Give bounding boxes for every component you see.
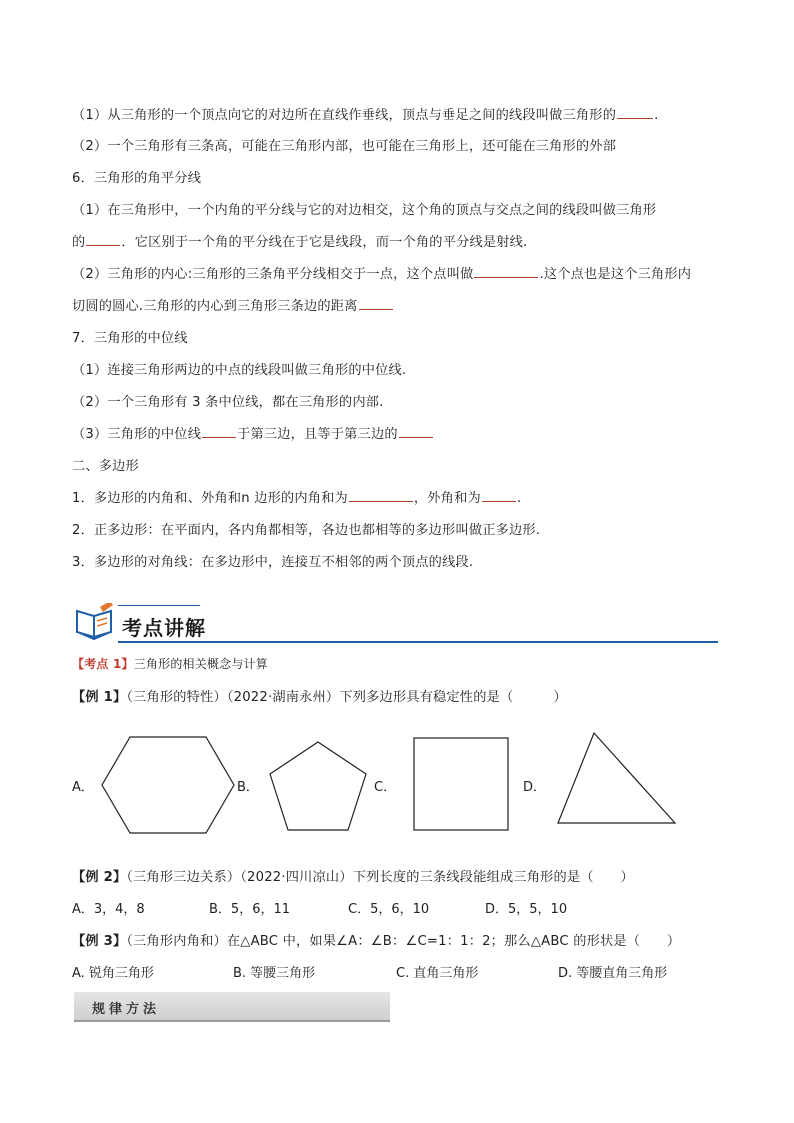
example-2-question: 【例 2】（三角形三边关系）（2022·四川凉山）下列长度的三条线段能组成三角形的是（ ） <box>72 870 634 885</box>
text-line: 3．多边形的对角线：在多边形中，连接互不相邻的两个顶点的线段. <box>72 555 474 570</box>
banner-title: 考点讲解 <box>122 616 206 640</box>
option-d-label[interactable]: D． <box>523 780 547 795</box>
answer-blank[interactable] <box>202 425 236 438</box>
text-line: 切圆的圆心.三角形的内心到三角形三条边的距离 <box>72 295 394 314</box>
answer-blank[interactable] <box>482 489 516 502</box>
text-line: （2）一个三角形有三条高，可能在三角形内部，也可能在三角形上，还可能在三角形的外部 <box>72 139 617 154</box>
option-d[interactable]: D．5，5，10 <box>485 902 568 917</box>
answer-blank[interactable] <box>86 233 120 246</box>
square-icon <box>412 736 510 832</box>
option-a-label[interactable]: A． <box>72 780 94 795</box>
answer-blank[interactable] <box>474 265 538 278</box>
example-3-question: 【例 3】（三角形内角和）在△ABC 中，如果∠A：∠B：∠C=1：1：2；那么△ABC 的形状是（ ） <box>72 934 681 949</box>
option-b[interactable]: B．5，6，11 <box>209 902 291 917</box>
banner-top-line <box>118 605 200 606</box>
answer-blank[interactable] <box>399 425 433 438</box>
option-d[interactable]: D. 等腰直角三角形 <box>558 966 668 981</box>
option-c[interactable]: C. 直角三角形 <box>396 966 479 981</box>
option-c[interactable]: C．5，6，10 <box>348 902 430 917</box>
answer-blank[interactable] <box>617 106 653 119</box>
option-a[interactable]: A. 锐角三角形 <box>72 966 154 981</box>
text-line: 2．正多边形：在平面内，各内角都相等，各边也都相等的多边形叫做正多边形. <box>72 523 541 538</box>
option-b[interactable]: B. 等腰三角形 <box>233 966 316 981</box>
section-heading: 6．三角形的角平分线 <box>72 171 202 186</box>
option-b-label[interactable]: B． <box>237 780 259 795</box>
text-line: （1）在三角形中，一个内角的平分线与它的对边相交，这个角的顶点与交点之间的线段叫做三角形 <box>72 203 657 218</box>
kaodian-heading: 【考点 1】三角形的相关概念与计算 <box>72 657 268 671</box>
text-line: （1）连接三角形两边的中点的线段叫做三角形的中位线. <box>72 363 407 378</box>
section-heading: 二、多边形 <box>72 459 139 474</box>
answer-blank[interactable] <box>349 489 413 502</box>
text-line: （1）从三角形的一个顶点向它的对边所在直线作垂线，顶点与垂足之间的线段叫做三角形的 . <box>72 108 659 123</box>
text-line: 的 ．它区别于一个角的平分线在于它是线段，而一个角的平分线是射线. <box>72 235 528 250</box>
section-heading: 7．三角形的中位线 <box>72 331 188 346</box>
method-title: 规律方法 <box>92 1002 161 1017</box>
pentagon-icon <box>266 740 370 832</box>
answer-blank[interactable] <box>359 297 393 310</box>
option-c-label[interactable]: C． <box>374 780 397 795</box>
triangle-icon <box>556 730 678 826</box>
book-icon <box>74 603 116 641</box>
option-a[interactable]: A．3，4，8 <box>72 902 145 917</box>
text-line: （2）三角形的内心:三角形的三条角平分线相交于一点，这个点叫做 .这个点也是这个三角形内 <box>72 267 692 282</box>
banner-underline <box>118 641 718 643</box>
text-line: 1．多边形的内角和、外角和n 边形的内角和为 ，外角和为 . <box>72 491 522 506</box>
hexagon-icon <box>100 735 236 835</box>
example-1-question: 【例 1】（三角形的特性）（2022·湖南永州）下列多边形具有稳定性的是（ ） <box>72 690 567 705</box>
text-line: （2）一个三角形有 3 条中位线，都在三角形的内部. <box>72 395 384 410</box>
text-line: （3）三角形的中位线 于第三边，且等于第三边的 <box>72 423 434 442</box>
